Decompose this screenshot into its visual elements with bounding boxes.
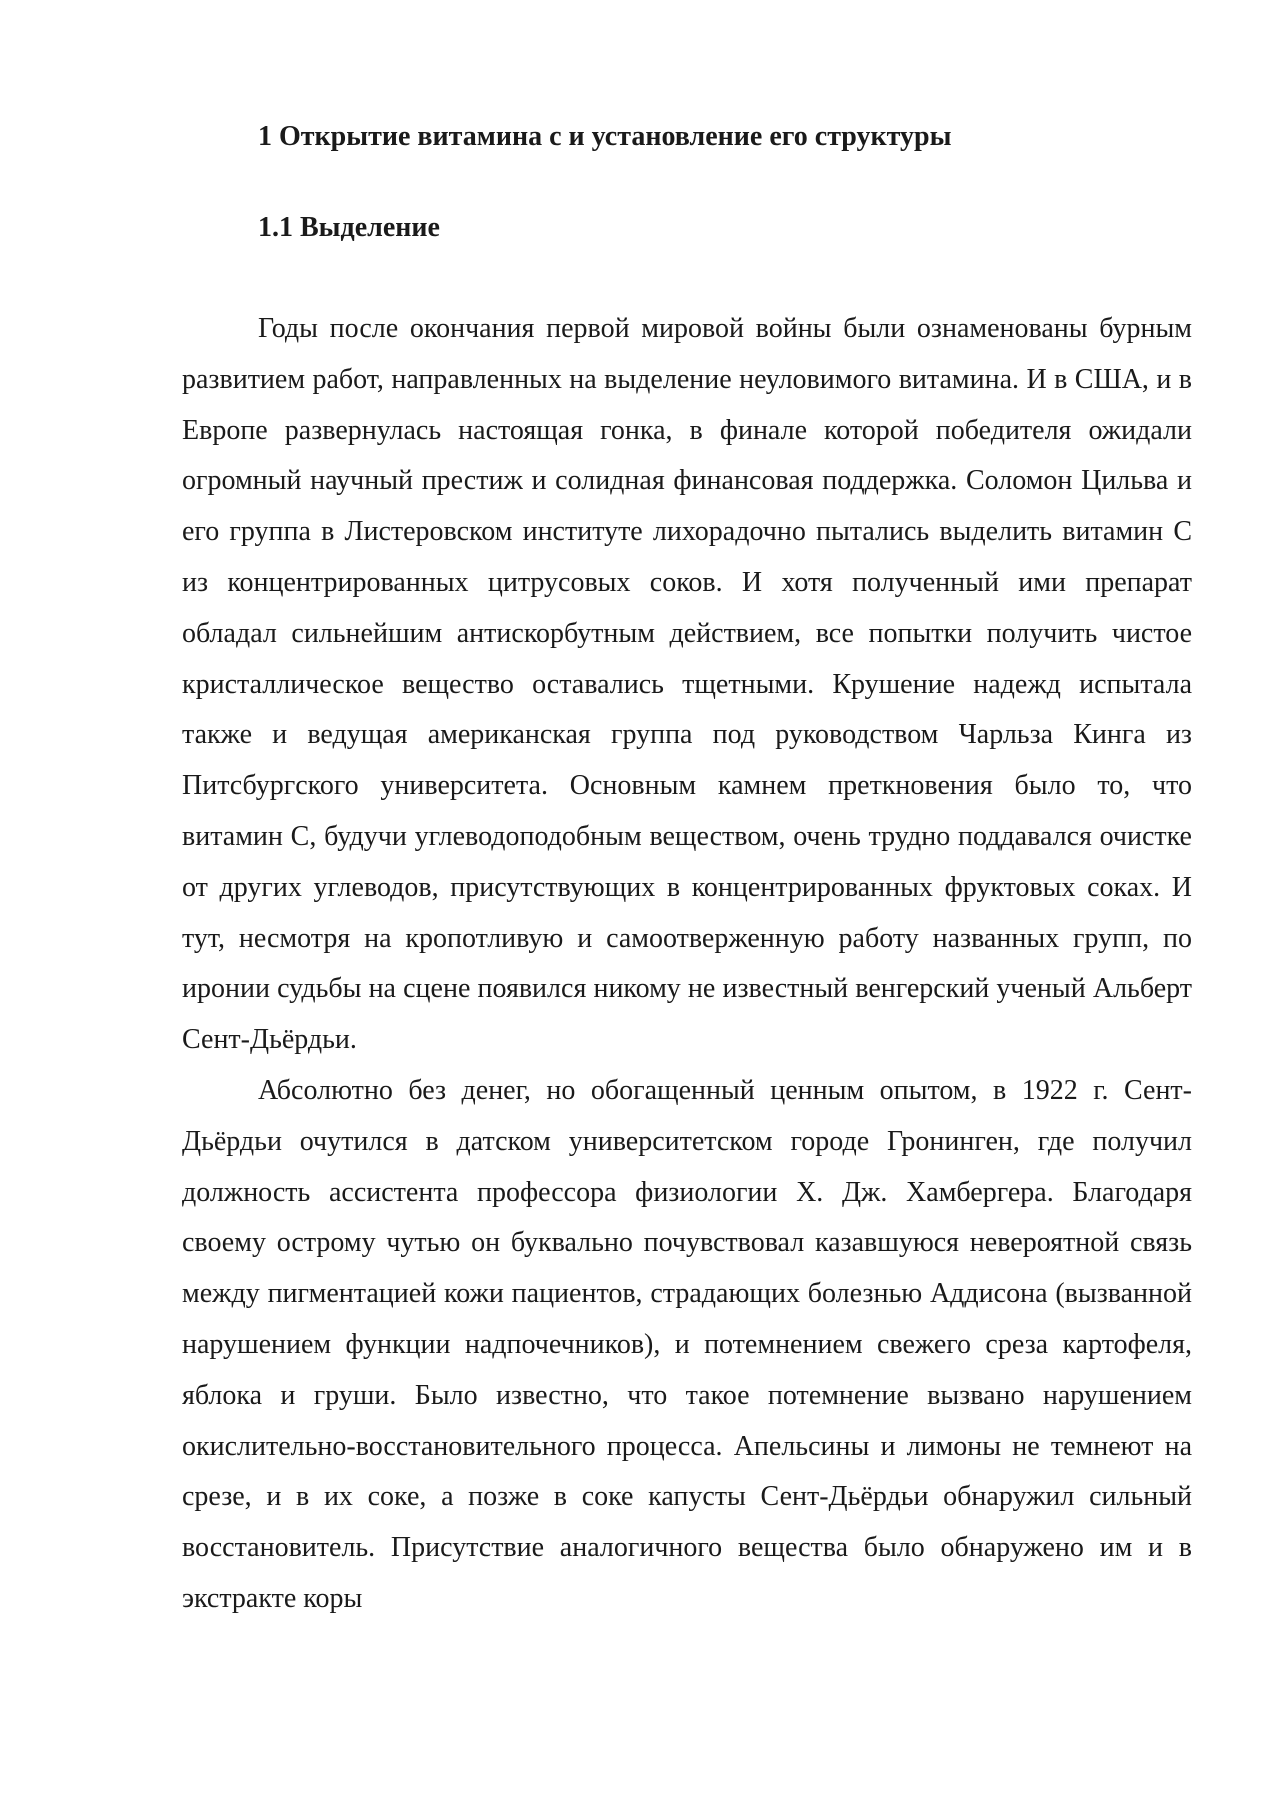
paragraph-1: Годы после окончания первой мировой войны были ознаменованы бурным развитием работ, направленных на выделение неуловимого витамина. И в США, и в Европе развернулась настоящая гонка, в финале которой победителя ожидали огромный научный престиж и солидная финансовая поддержка. Соломон Цильва и его группа в Листеровском институте лихорадочно пытались выделить витамин С из концентрированных цитрусовых соков. И хотя полученный ими препарат обладал сильнейшим антискорбутным действием, все попытки получить чистое кристаллическое вещество оставались тщетными. Крушение надежд испытала также и ведущая американская группа под руководством Чарльза Кинга из Питсбургского университета. Основным камнем преткновения было то, что витамин С, будучи углеводоподобным веществом, очень трудно поддавался очистке от других углеводов, присутствующих в концентрированных фруктовых соках. И тут, несмотря на кропотливую и самоотверженную работу названных групп, по иронии судьбы на сцене появился никому не известный венгерский ученый Альберт Сент-Дьёрдьи. — [182, 313, 1192, 1056]
section-heading: 1.1 Выделение — [258, 212, 440, 243]
paragraph-2: Абсолютно без денег, но обогащенный ценным опытом, в 1922 г. Сент-Дьёрдьи очутился в датском университетском городе Гронинген, где получил должность ассистента профессора физиологии Х. Дж. Хамбергера. Благодаря своему острому чутью он буквально почувствовал казавшуюся невероятной связь между пигментацией кожи пациентов, страдающих болезнью Аддисона (вызванной нарушением функции надпочечников), и потемнением свежего среза картофеля, яблока и груши. Было известно, что такое потемнение вызвано нарушением окислительно-восстановительного процесса. Апельсины и лимоны не темнеют на срезе, и в их соке, а позже в соке капусты Сент-Дьёрдьи обнаружил сильный восстановитель. Присутствие аналогичного вещества было обнаружено им и в экстракте коры — [182, 1074, 1192, 1614]
body-text — [182, 304, 1192, 1625]
chapter-heading: 1 Открытие витамина с и установление его структуры — [258, 121, 952, 152]
